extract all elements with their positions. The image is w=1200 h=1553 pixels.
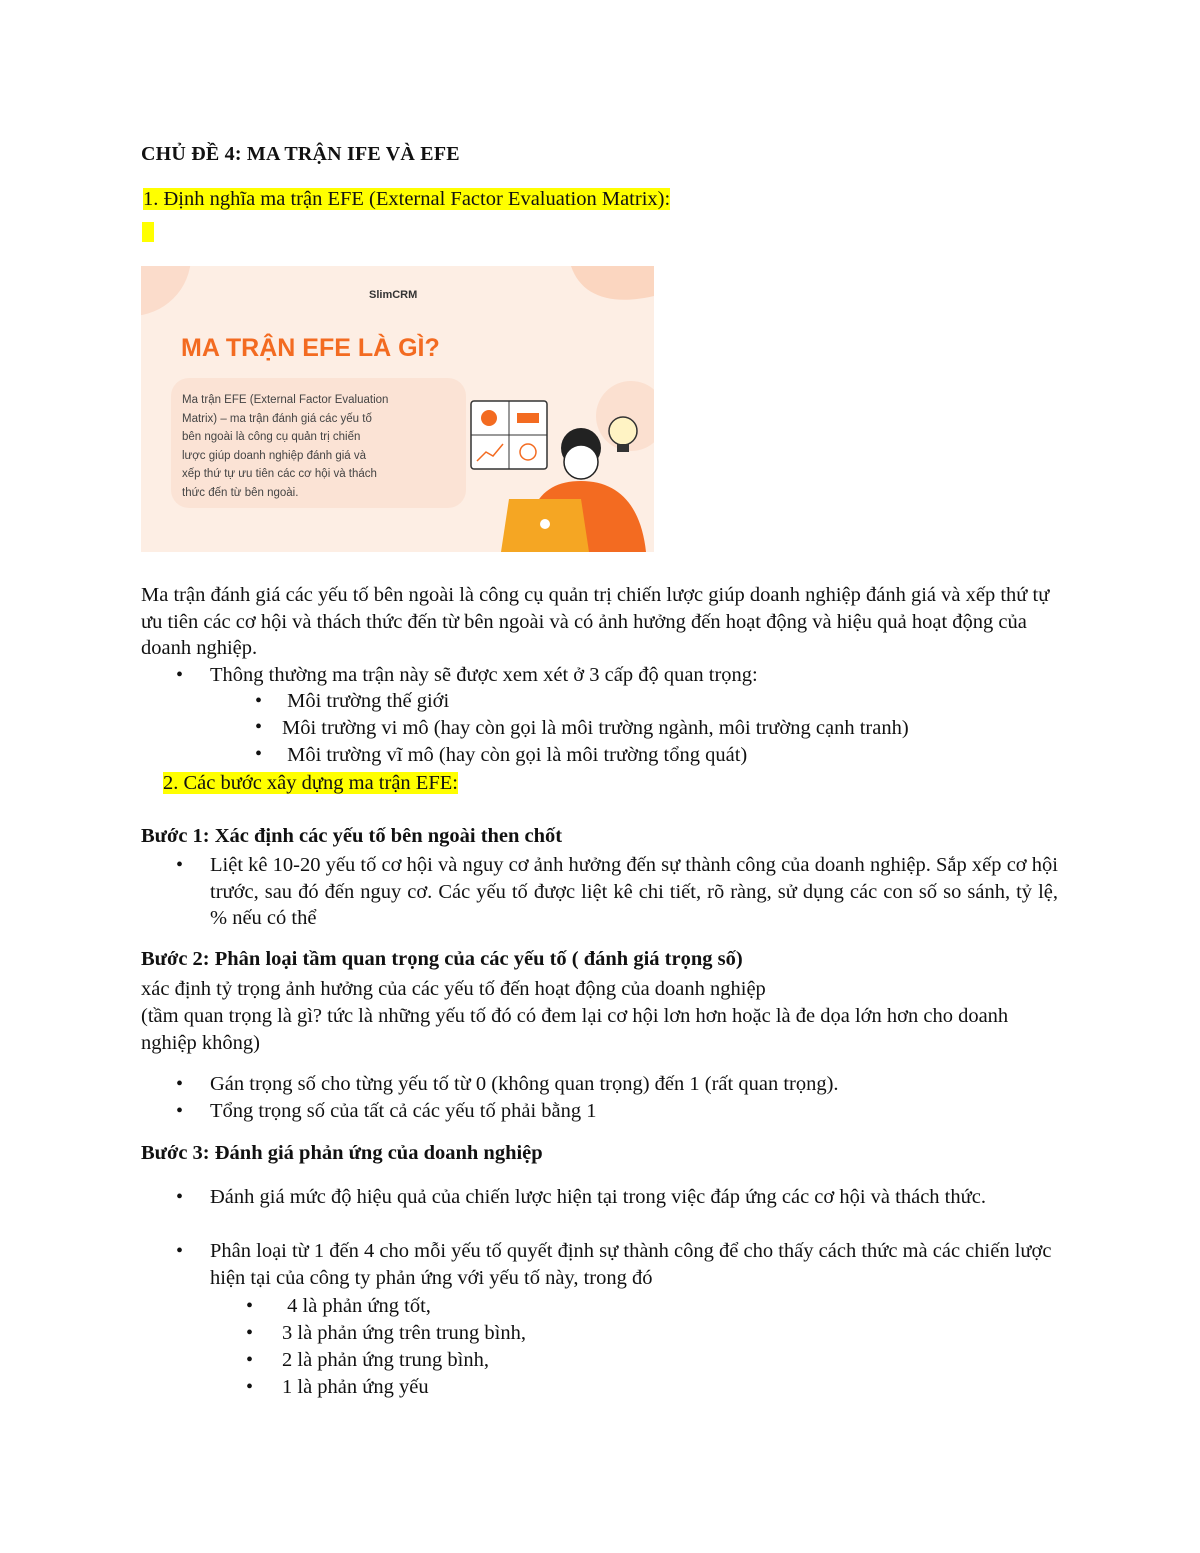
- banner-headline: MA TRẬN EFE LÀ GÌ?: [181, 334, 440, 362]
- rating-item: 2 là phản ứng trung bình,: [282, 1349, 489, 1371]
- rating-item: 3 là phản ứng trên trung bình,: [282, 1322, 526, 1344]
- banner-line: Ma trận EFE (External Factor Evaluation: [182, 394, 389, 406]
- step3-bullet: Phân loại từ 1 đến 4 cho mỗi yếu tố quyết định sự thành công để cho thấy cách thức mà các chiến lược hiện tại của công ty phản ứng với yếu tố này, trong đó: [210, 1240, 1052, 1289]
- levels-bullet: Thông thường ma trận này sẽ được xem xét ở 3 cấp độ quan trọng:: [210, 664, 758, 686]
- bullet-dot: •: [255, 690, 263, 712]
- step2-bullet: Gán trọng số cho từng yếu tố từ 0 (không quan trọng) đến 1 (rất quan trọng).: [210, 1073, 839, 1095]
- step1-title: Bước 1: Xác định các yếu tố bên ngoài then chốt: [141, 825, 563, 847]
- step2-title: Bước 2: Phân loại tầm quan trọng của các yếu tố ( đánh giá trọng số): [141, 948, 743, 970]
- page-title: CHỦ ĐỀ 4: MA TRẬN IFE VÀ EFE: [141, 143, 460, 165]
- definition-paragraph: Ma trận đánh giá các yếu tố bên ngoài là công cụ quản trị chiến lược giúp doanh nghiệp đánh giá và xếp thứ tự ưu tiên các cơ hội và thách thức đến từ bên ngoài và có ảnh hưởng đến hoạt động và hiệu quả hoạt động của doanh nghiệp.: [141, 584, 1050, 659]
- banner-line: thức đến từ bên ngoài.: [182, 486, 299, 499]
- banner-body: [182, 391, 462, 502]
- banner-brand: SlimCRM: [369, 289, 418, 301]
- step1-bullet: Liệt kê 10-20 yếu tố cơ hội và nguy cơ ảnh hưởng đến sự thành công của doanh nghiệp. Sắp xếp cơ hội trước, sau đó đến nguy cơ. Các yếu tố được liệt kê chi tiết, rõ ràng, sử dụng các con số so sánh, tỷ lệ, % nếu có thể: [210, 854, 1058, 929]
- step2-line1: xác định tỷ trọng ảnh hưởng của các yếu tố đến hoạt động của doanh nghiệp: [141, 978, 766, 1000]
- bullet-dot: •: [255, 743, 263, 765]
- bullet-dot: •: [176, 1186, 184, 1208]
- bullet-dot: •: [246, 1295, 254, 1317]
- section1-heading: [143, 188, 670, 211]
- bullet-dot: •: [255, 716, 263, 738]
- bullet-dot: •: [176, 664, 184, 686]
- level-item: Môi trường thế giới: [282, 690, 450, 712]
- banner-line: xếp thứ tự ưu tiên các cơ hội và thách: [182, 468, 377, 480]
- bullet-dot: •: [176, 1240, 184, 1262]
- section2-heading: [163, 770, 458, 797]
- bullet-dot: •: [176, 1073, 184, 1095]
- step2-bullet: Tổng trọng số của tất cả các yếu tố phải bằng 1: [210, 1100, 597, 1122]
- bullet-dot: •: [246, 1376, 254, 1398]
- banner-line: lược giúp doanh nghiệp đánh giá và: [182, 449, 367, 462]
- banner-line: bên ngoài là công cụ quản trị chiến: [182, 431, 361, 443]
- level-item: Môi trường vi mô (hay còn gọi là môi trường ngành, môi trường cạnh tranh): [282, 717, 909, 739]
- bullet-dot: •: [246, 1322, 254, 1344]
- section2-heading-text: 2. Các bước xây dựng ma trận EFE:: [163, 772, 458, 794]
- efe-banner-image: [141, 266, 654, 552]
- banner-line: Matrix) – ma trận đánh giá các yếu tố: [182, 412, 372, 425]
- step2-line2: (tầm quan trọng là gì? tức là những yếu tố đó có đem lại cơ hội lơn hơn hoặc là đe dọa lớn hơn cho doanh nghiệp không): [141, 1005, 1009, 1054]
- step3-title: Bước 3: Đánh giá phản ứng của doanh nghiệp: [141, 1142, 543, 1164]
- step3-bullet: Đánh giá mức độ hiệu quả của chiến lược hiện tại trong việc đáp ứng các cơ hội và thách thức.: [210, 1186, 986, 1208]
- level-item: Môi trường vĩ mô (hay còn gọi là môi trường tổng quát): [282, 744, 748, 766]
- bullet-dot: •: [176, 1100, 184, 1122]
- section1-heading-text: 1. Định nghĩa ma trận EFE (External Factor Evaluation Matrix):: [143, 188, 671, 210]
- rating-item: 1 là phản ứng yếu: [282, 1376, 429, 1398]
- highlight-mark: [142, 222, 154, 242]
- bullet-dot: •: [246, 1349, 254, 1371]
- rating-item: 4 là phản ứng tốt,: [282, 1295, 431, 1317]
- bullet-dot: •: [176, 854, 184, 876]
